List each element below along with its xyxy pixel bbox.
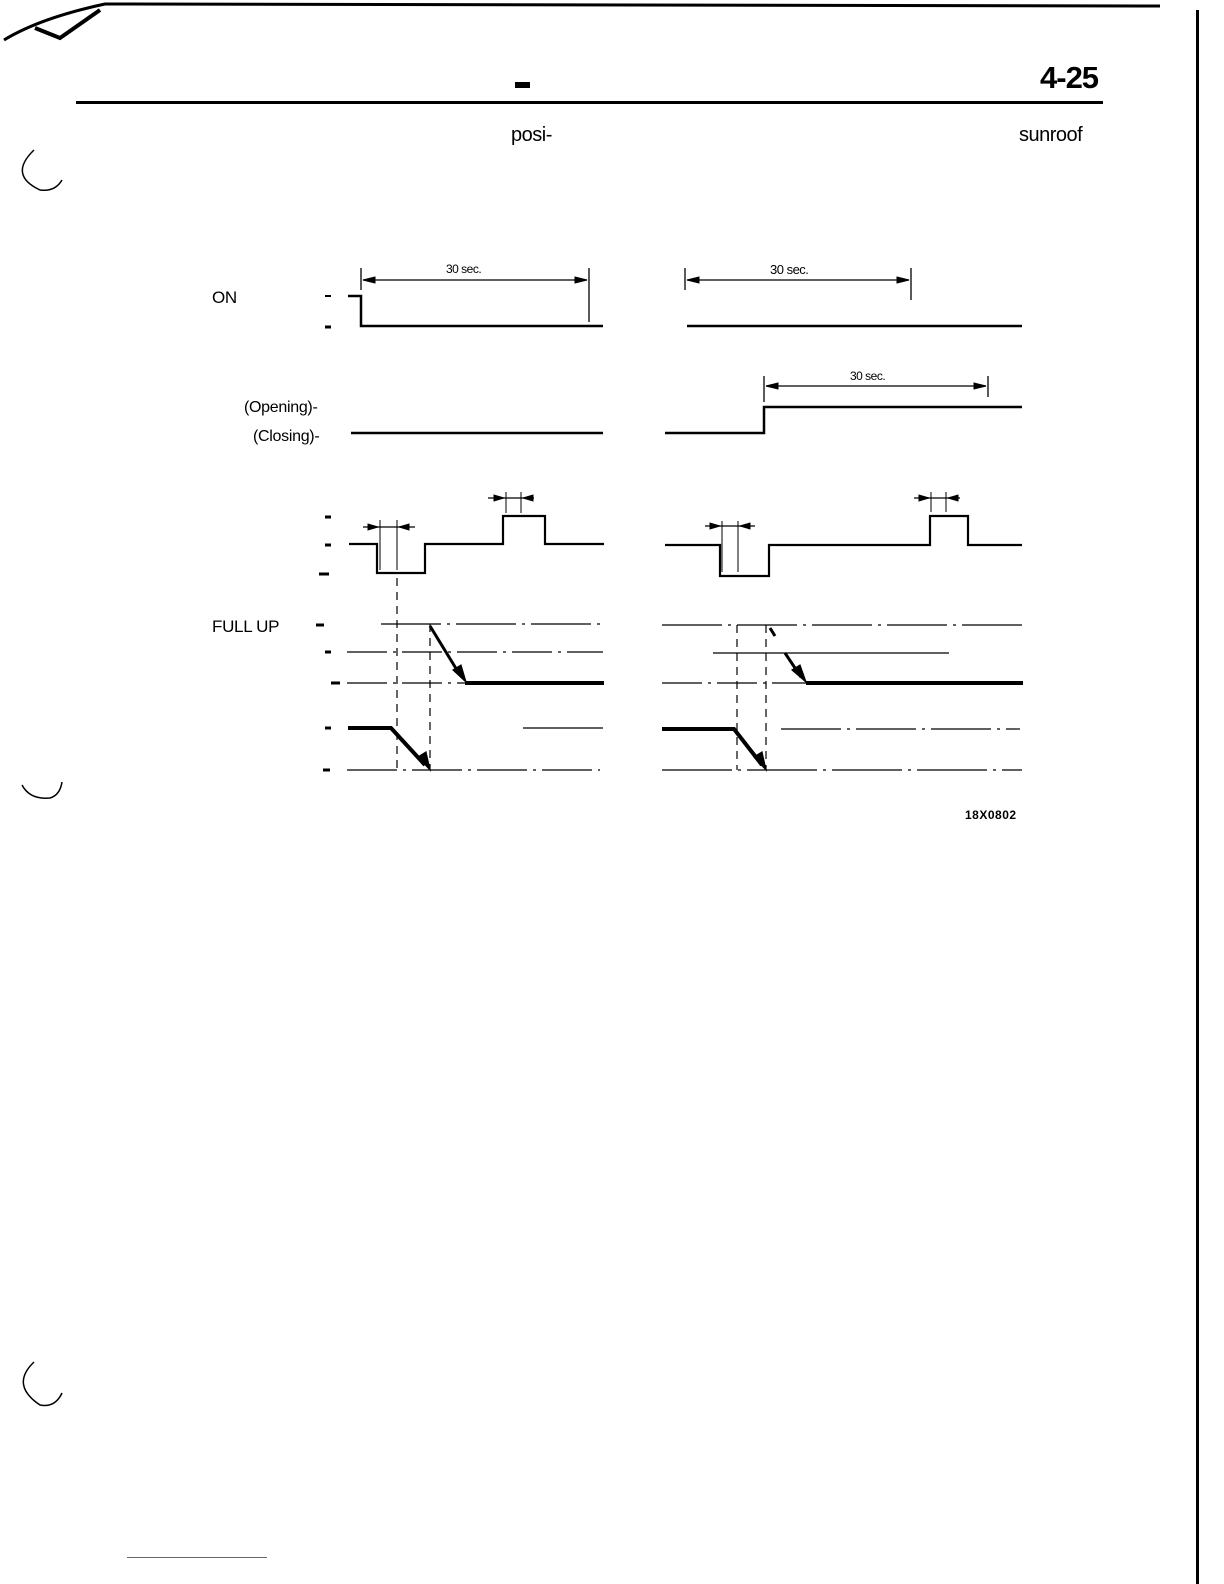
row-on-left xyxy=(325,268,603,327)
binder-hole-2 xyxy=(22,782,62,798)
text-fragment-left: posi- xyxy=(511,124,552,146)
binder-hole-3 xyxy=(23,1362,62,1406)
row-pulse-right xyxy=(665,492,1022,576)
binder-hole-1 xyxy=(22,150,62,190)
text-fragment-right: sunroof xyxy=(1019,124,1083,146)
waveforms xyxy=(316,268,1023,770)
binder-marks xyxy=(4,4,1160,1406)
label-on: ON xyxy=(212,288,237,307)
timing-label-left-top: 30 sec. xyxy=(446,262,482,276)
page-number: 4-25 xyxy=(1040,60,1099,95)
label-closing: (Closing)- xyxy=(253,428,320,445)
row-position-right xyxy=(662,625,1023,770)
row-position-left xyxy=(316,578,604,770)
row-on-right xyxy=(685,268,1022,326)
label-opening: (Opening)- xyxy=(244,399,318,416)
row-open-close-right xyxy=(665,376,1022,433)
timing-label-right-top: 30 sec. xyxy=(770,262,809,277)
top-scan-edge xyxy=(4,4,1160,40)
row-pulse-left xyxy=(319,492,604,574)
footer-link-underline xyxy=(127,1557,267,1558)
label-full-up: FULL UP xyxy=(212,617,280,636)
timing-label-right-mid: 30 sec. xyxy=(850,369,886,383)
figure-code: 18X0802 xyxy=(965,808,1017,822)
